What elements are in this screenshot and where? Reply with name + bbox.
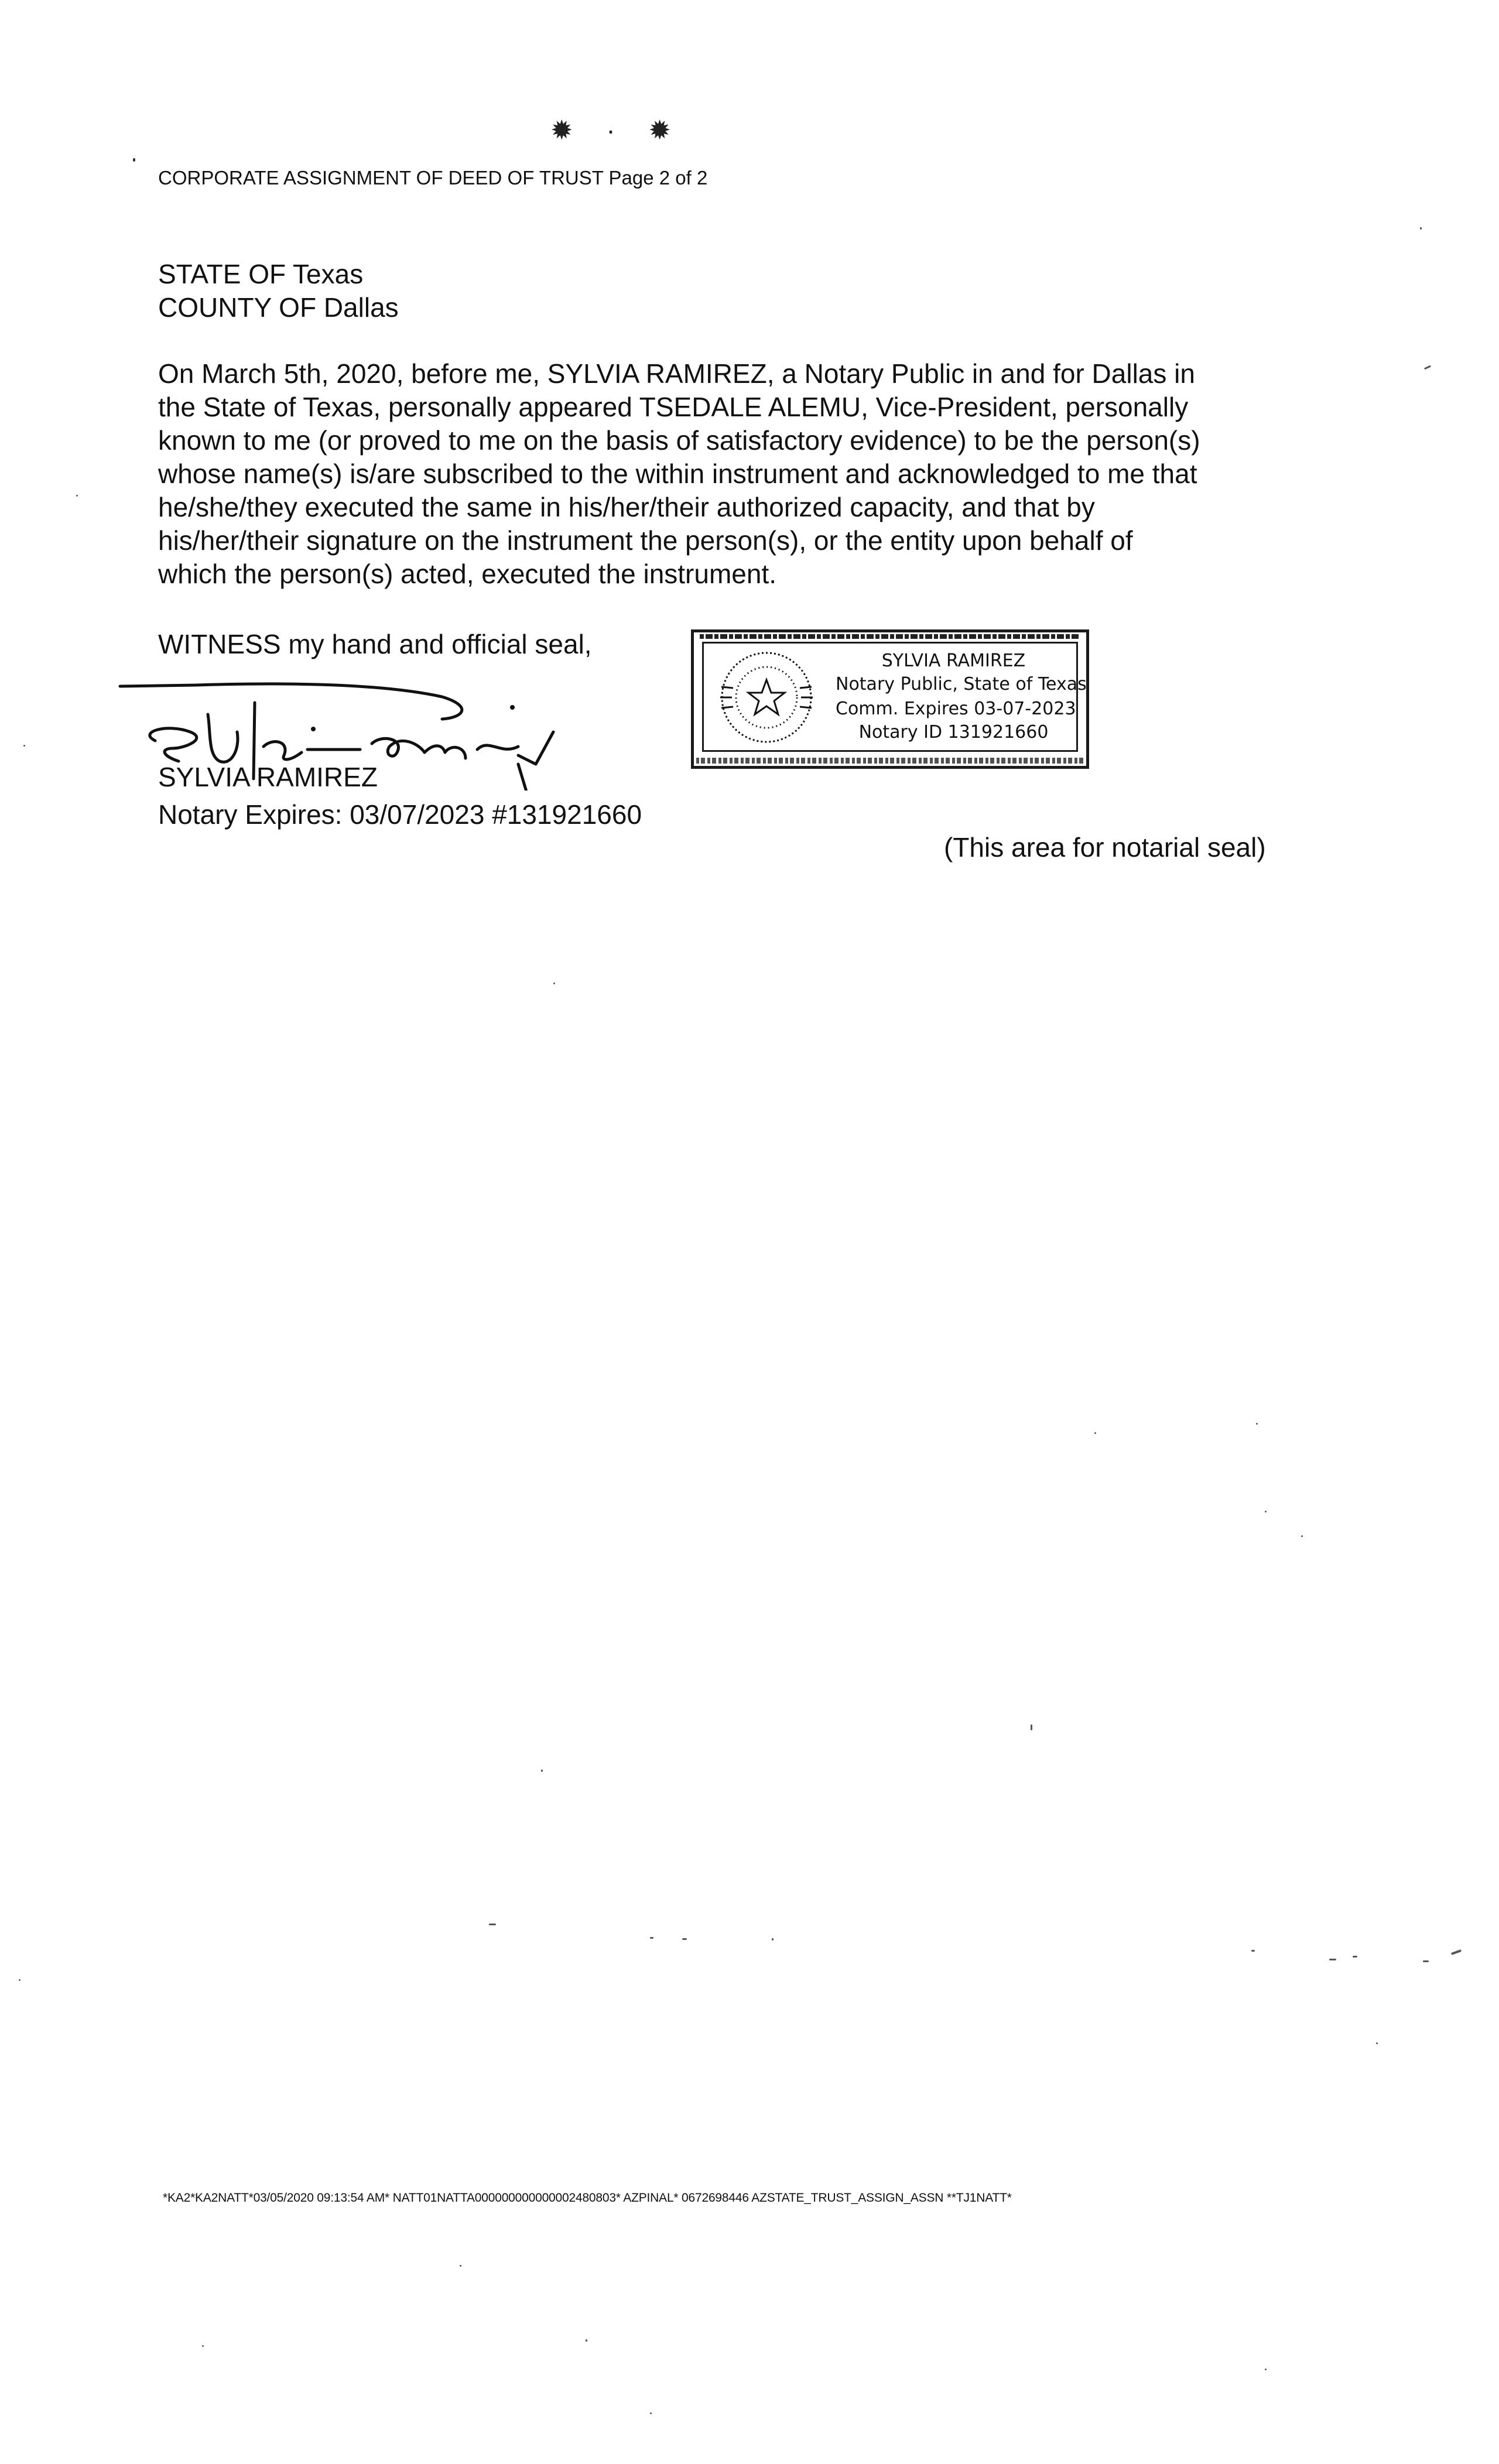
document-header: CORPORATE ASSIGNMENT OF DEED OF TRUST Page 2 of 2 (158, 167, 708, 189)
venue-block (158, 258, 399, 324)
scan-speck (772, 1938, 774, 1941)
scan-speck (1329, 1959, 1336, 1960)
acknowledgment-paragraph (158, 357, 1300, 591)
scan-speck (489, 1924, 496, 1925)
scan-speck (1420, 227, 1422, 230)
notary-stamp (691, 629, 1089, 769)
scan-speck (1424, 365, 1431, 370)
paragraph-line: the State of Texas, personally appeared TSEDALE ALEMU, Vice-President, personally (158, 392, 1189, 422)
scan-speck (553, 983, 555, 984)
stamp-border (702, 642, 1087, 752)
seal-notary-id: Notary ID 131921660 (858, 722, 1049, 742)
witness-line: WITNESS my hand and official seal, (158, 629, 592, 659)
seal-name: SYLVIA RAMIREZ (881, 651, 1026, 671)
paragraph-line: whose name(s) is/are subscribed to the within instrument and acknowledged to me that (158, 458, 1197, 489)
scan-speck (1265, 2369, 1267, 2370)
paragraph-line: On March 5th, 2020, before me, SYLVIA RAMIREZ, a Notary Public in and for Dallas in (158, 358, 1195, 389)
seal-expiration: Comm. Expires 03-07-2023 (836, 699, 1076, 719)
scan-speck (586, 2339, 587, 2342)
scan-speck (1031, 1724, 1032, 1730)
paragraph-line: which the person(s) acted, executed the instrument. (158, 559, 777, 589)
scan-speck (1451, 1949, 1462, 1955)
scan-speck (1251, 1950, 1255, 1952)
scan-speck (23, 745, 25, 747)
scan-speck (1376, 2042, 1378, 2044)
scan-speck (1265, 1511, 1267, 1512)
signer-name: SYLVIA RAMIREZ (158, 762, 378, 792)
notary-expiration: Notary Expires: 03/07/2023 #131921660 (158, 799, 642, 830)
stamp-edge (700, 634, 1080, 639)
scan-speck (682, 1938, 687, 1940)
scan-speck (1094, 1432, 1096, 1434)
scan-speck (76, 495, 78, 497)
star-icon (748, 680, 785, 714)
paragraph-line: known to me (or proved to me on the basis of satisfactory evidence) to be the person(s) (158, 425, 1200, 456)
stamp-edge (696, 758, 1084, 764)
state-line: STATE OF Texas (158, 259, 364, 289)
scan-speck (1423, 1960, 1429, 1962)
scan-speck (541, 1770, 543, 1772)
scan-mark (133, 158, 135, 162)
notary-seal-emblem (711, 646, 834, 751)
footer-tracking-code: *KA2*KA2NATT*03/05/2020 09:13:54 AM* NATT01NATTA000000000000002480803* AZPINAL* 0672698446 AZSTATE_TRUST_ASSIGN_ASSN **TJ1NATT* (163, 2191, 1012, 2205)
scan-speck (650, 1937, 653, 1939)
scan-speck (202, 2345, 204, 2347)
scan-speck (1353, 1956, 1357, 1957)
scan-speck (1256, 1423, 1258, 1425)
county-line: COUNTY OF Dallas (158, 292, 399, 323)
paragraph-line: his/her/their signature on the instrument the person(s), or the entity upon behalf of (158, 525, 1133, 556)
page-marks: ✹ · ✹ (550, 115, 684, 145)
scan-speck (650, 2412, 652, 2414)
scan-speck (19, 1979, 20, 1981)
scan-speck (1301, 1535, 1303, 1537)
scan-speck (460, 2265, 461, 2267)
seal-title: Notary Public, State of Texas (836, 674, 1087, 694)
paragraph-line: he/she/they executed the same in his/her/their authorized capacity, and that by (158, 492, 1095, 522)
seal-area-label: (This area for notarial seal) (944, 832, 1266, 863)
